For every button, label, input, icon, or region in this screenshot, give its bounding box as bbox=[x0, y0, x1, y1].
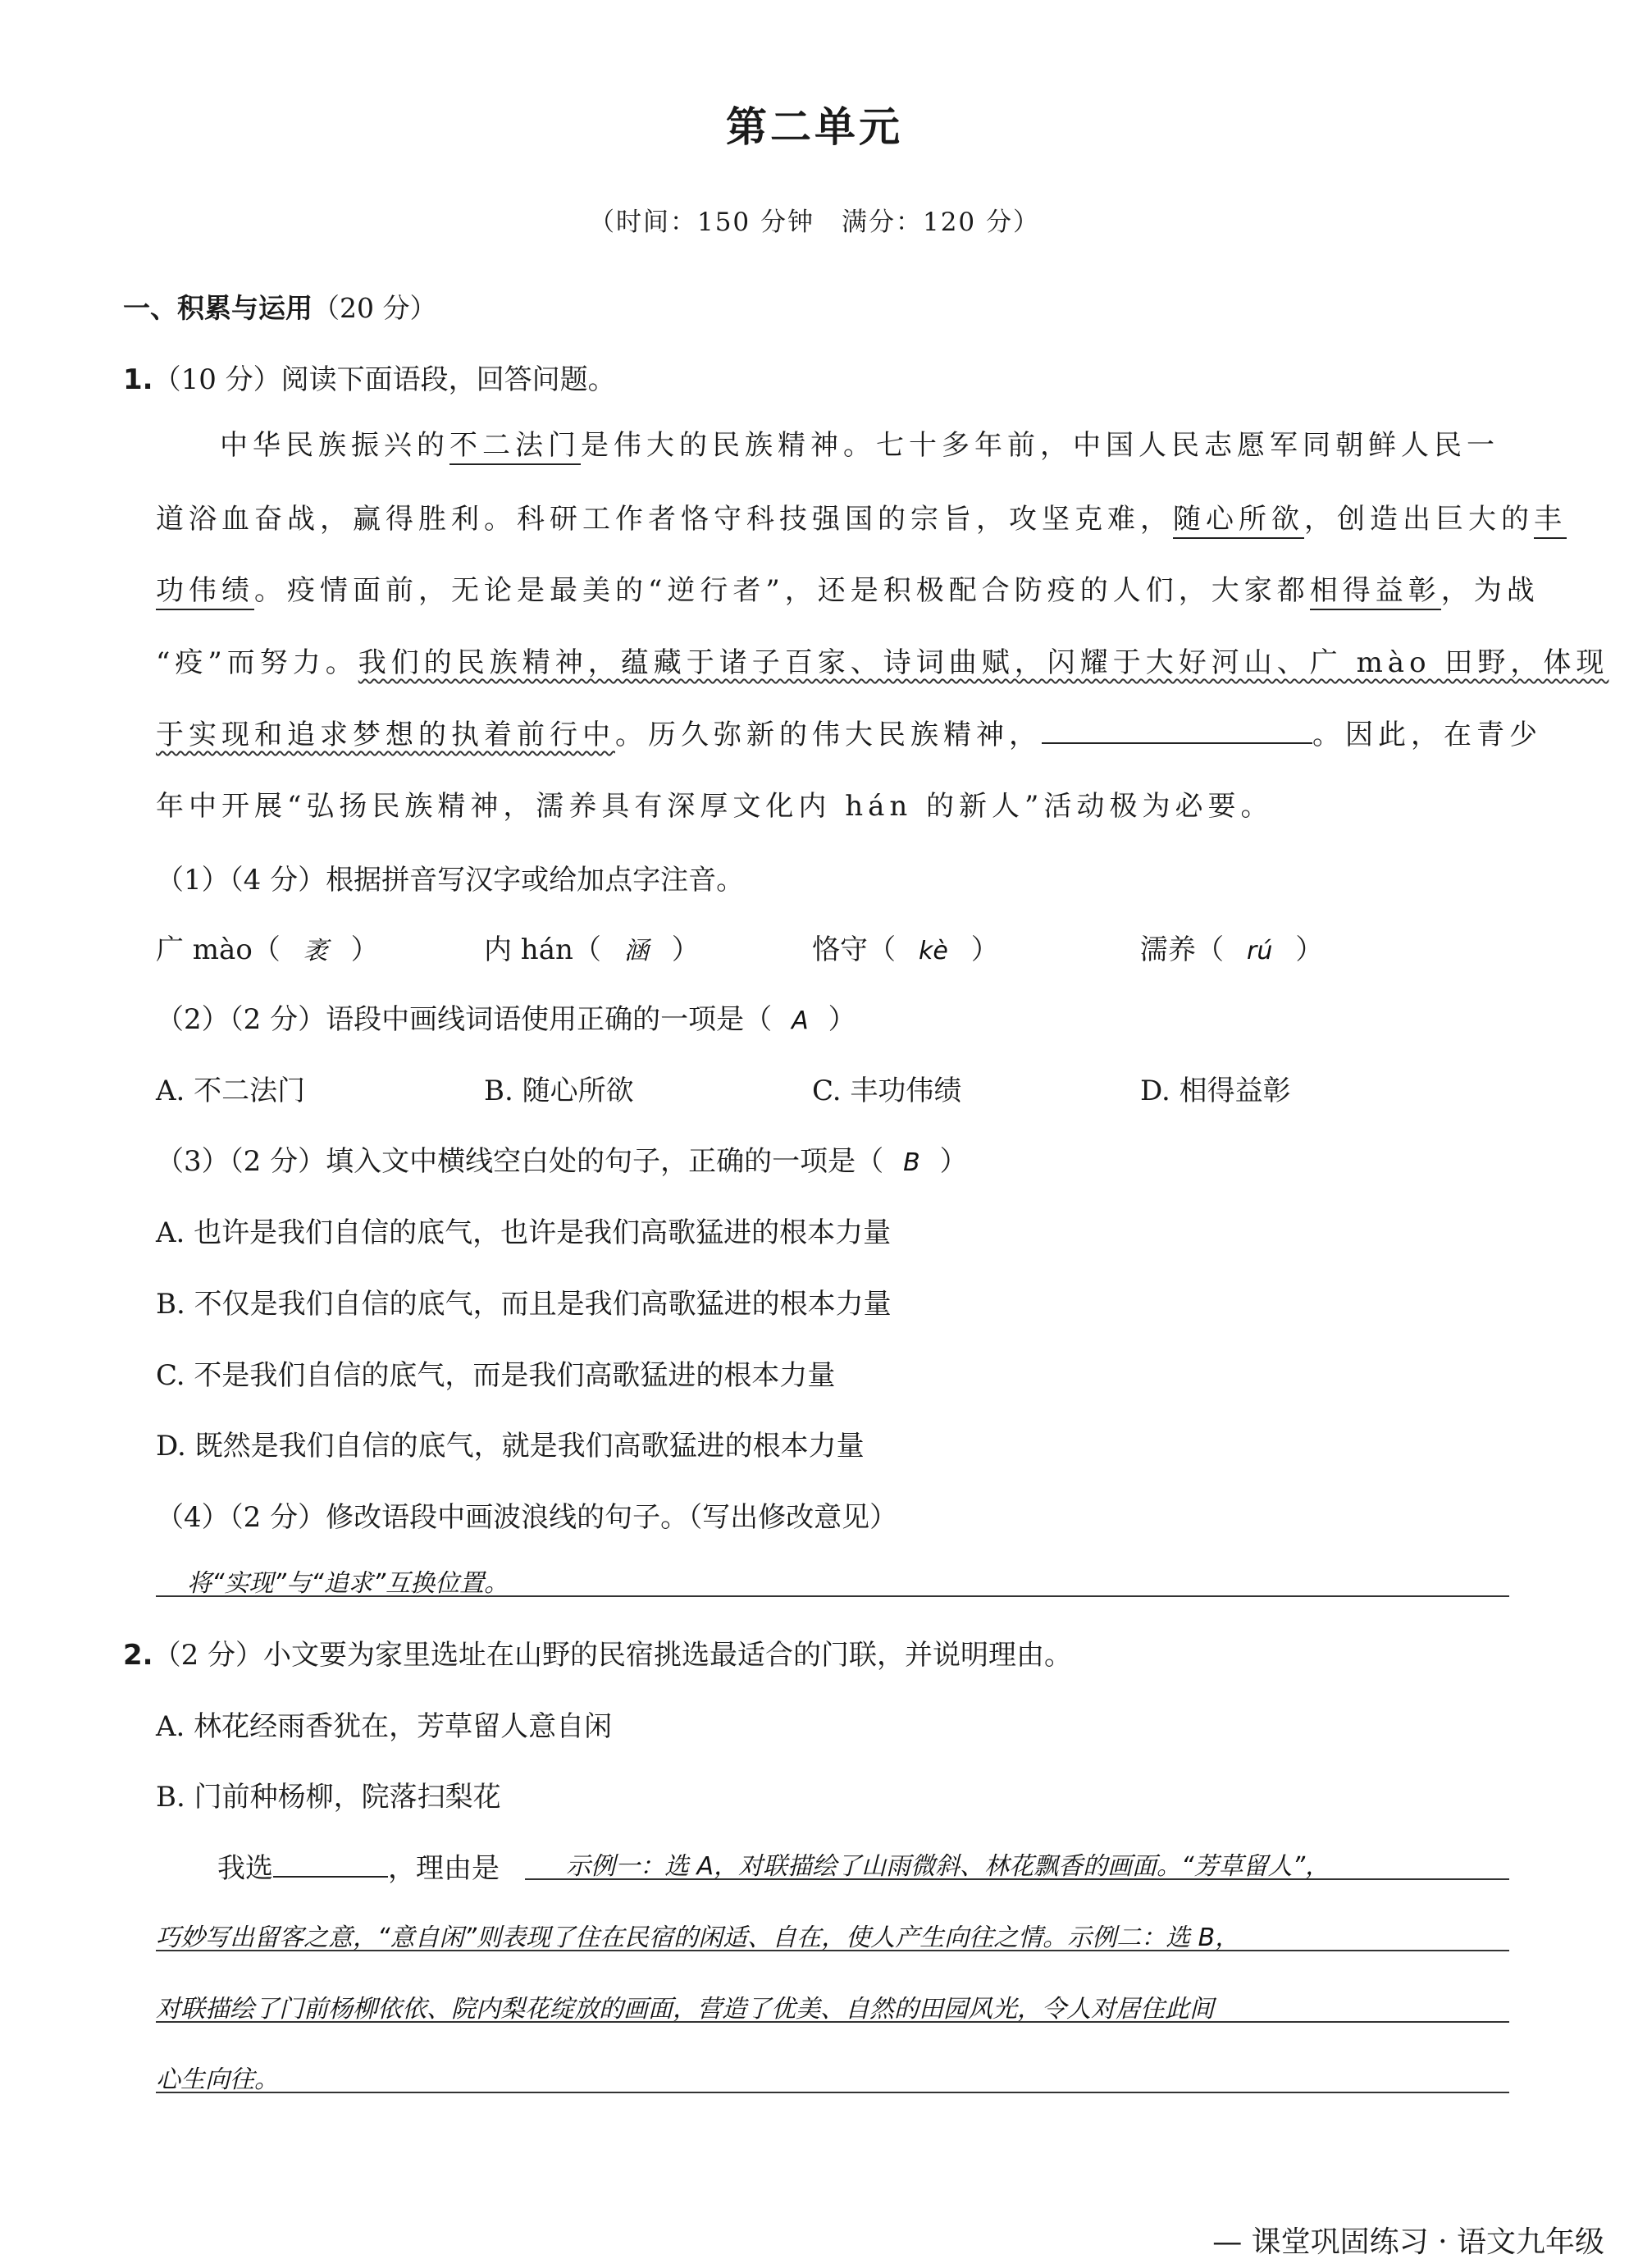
handwritten-answer: kè bbox=[919, 937, 948, 965]
passage-line-1 bbox=[220, 422, 1499, 463]
sub2-option: B. 随心所欲 bbox=[484, 1075, 634, 1107]
answer-line bbox=[156, 1950, 1509, 1951]
handwritten-answer: 涵 bbox=[623, 937, 649, 965]
passage-text: 道浴血奋战，赢得胜利。科研工作者恪守科技强国的宗旨，攻坚克难， bbox=[156, 503, 1173, 536]
underlined-term: 随心所欲 bbox=[1173, 503, 1304, 539]
sub2-option: D. 相得益彰 bbox=[1140, 1075, 1291, 1107]
q1-prompt-text: （10 分）阅读下面语段，回答问题。 bbox=[153, 363, 616, 396]
passage-text: 是伟大的民族精神。七十多年前，中国人民志愿军同朝鲜人民一 bbox=[581, 429, 1499, 462]
wavy-underlined-sentence: 于实现和追求梦想的执着前行中 bbox=[156, 719, 615, 751]
reason-label: ，理由是 bbox=[388, 1852, 500, 1885]
sub2-option: C. 丰功伟绩 bbox=[812, 1075, 962, 1107]
choose-label: 我选 bbox=[217, 1852, 273, 1885]
underlined-term: 丰 bbox=[1534, 503, 1567, 539]
page-title: 第二单元 bbox=[726, 103, 903, 151]
q2-handwritten-line-3: 对联描绘了门前杨柳依依、院内梨花绽放的画面，营造了优美、自然的田园风光，令人对居住此间 bbox=[156, 1995, 1214, 2024]
item-label: 濡养（ bbox=[1140, 933, 1224, 966]
passage-text: 中华民族振兴的 bbox=[220, 429, 449, 462]
sub2-option: A. 不二法门 bbox=[156, 1075, 306, 1107]
answer-line bbox=[525, 1878, 1509, 1880]
handwritten-answer: A bbox=[792, 1006, 809, 1035]
section-heading bbox=[123, 287, 436, 326]
item-label: ） bbox=[671, 933, 700, 966]
answer-line bbox=[156, 2092, 1509, 2093]
page-footer: — 课堂巩固练习 · 语文九年级 bbox=[1212, 2225, 1604, 2259]
bracket: ） bbox=[828, 1003, 856, 1036]
sub4-prompt: （4）（2 分）修改语段中画波浪线的句子。（写出修改意见） bbox=[156, 1501, 898, 1534]
item-label: 内 hán（ bbox=[484, 933, 601, 966]
wavy-underlined-sentence: 我们的民族精神，蕴藏于诸子百家、诗词曲赋，闪耀于大好河山、广 mào 田野，体现 bbox=[358, 646, 1609, 679]
passage-text: 。因此，在青少 bbox=[1312, 719, 1542, 751]
handwritten-answer: B bbox=[903, 1148, 920, 1177]
passage-text: ，为战 bbox=[1440, 574, 1540, 607]
section-score: （20 分） bbox=[313, 292, 437, 324]
q2-handwritten-line-1: 示例一：选 A，对联描绘了山雨微斜、林花飘香的画面。“芳草留人”， bbox=[566, 1852, 1330, 1881]
choice-blank[interactable] bbox=[273, 1851, 388, 1878]
item-label: 广 mào（ bbox=[156, 933, 281, 966]
sub3-option: A. 也许是我们自信的底气，也许是我们高歌猛进的根本力量 bbox=[156, 1216, 892, 1249]
sub3-question: （3）（2 分）填入文中横线空白处的句子，正确的一项是（ bbox=[156, 1145, 884, 1178]
sub2-prompt bbox=[156, 997, 856, 1037]
item-label: ） bbox=[1295, 933, 1324, 966]
passage-text: 。历久弥新的伟大民族精神， bbox=[615, 719, 1042, 751]
fill-blank[interactable] bbox=[1042, 718, 1312, 744]
sub1-item bbox=[1140, 927, 1323, 967]
sub3-option: C. 不是我们自信的底气，而是我们高歌猛进的根本力量 bbox=[156, 1359, 836, 1392]
passage-line-4 bbox=[156, 640, 1608, 680]
handwritten-answer: 袤 bbox=[303, 937, 328, 965]
q2-number: 2. bbox=[123, 1639, 153, 1672]
handwritten-answer: rú bbox=[1247, 937, 1273, 965]
bracket: ） bbox=[939, 1145, 968, 1178]
answer-line bbox=[156, 2021, 1509, 2023]
item-label: 恪守（ bbox=[812, 933, 896, 966]
sub3-option: D. 既然是我们自信的底气，就是我们高歌猛进的根本力量 bbox=[156, 1430, 865, 1463]
section-name: 一、积累与运用 bbox=[123, 292, 313, 324]
q2-option: B. 门前种杨柳，院落扫梨花 bbox=[156, 1781, 501, 1814]
exam-meta: （时间：150 分钟 满分：120 分） bbox=[588, 208, 1041, 237]
underlined-term: 不二法门 bbox=[449, 429, 581, 465]
item-label: ） bbox=[970, 933, 999, 966]
passage-line-6: 年中开展“弘扬民族精神，濡养具有深厚文化内 hán 的新人”活动极为必要。 bbox=[156, 790, 1274, 823]
sub1-item bbox=[812, 927, 999, 967]
sub3-prompt bbox=[156, 1139, 968, 1179]
sub1-prompt: （1）（4 分）根据拼音写汉字或给加点字注音。 bbox=[156, 864, 745, 897]
q2-handwritten-line-4: 心生向往。 bbox=[156, 2065, 279, 2094]
passage-text: ，创造出巨大的 bbox=[1304, 503, 1534, 536]
passage-text: 。疫情面前，无论是最美的“逆行者”，还是积极配合防疫的人们，大家都 bbox=[254, 574, 1310, 607]
item-label: ） bbox=[350, 933, 379, 966]
q1-number: 1. bbox=[123, 363, 153, 396]
q2-prompt-text: （2 分）小文要为家里选址在山野的民宿挑选最适合的门联，并说明理由。 bbox=[153, 1639, 1073, 1672]
passage-text: “疫”而努力。 bbox=[156, 646, 358, 679]
sub4-handwritten-answer: 将“实现”与“追求”互换位置。 bbox=[187, 1569, 509, 1598]
q2-option: A. 林花经雨香犹在，芳草留人意自闲 bbox=[156, 1710, 613, 1743]
q2-answer-lead bbox=[217, 1846, 500, 1886]
answer-line bbox=[156, 1595, 1509, 1597]
underlined-term: 相得益彰 bbox=[1310, 574, 1441, 610]
sub3-option: B. 不仅是我们自信的底气，而且是我们高歌猛进的根本力量 bbox=[156, 1288, 892, 1321]
passage-line-3 bbox=[156, 568, 1540, 608]
sub1-item bbox=[484, 927, 700, 967]
q1-prompt bbox=[123, 357, 616, 397]
passage-line-2 bbox=[156, 496, 1567, 536]
sub2-question: （2）（2 分）语段中画线词语使用正确的一项是（ bbox=[156, 1003, 773, 1036]
underlined-term: 功伟绩 bbox=[156, 574, 254, 610]
q2-prompt bbox=[123, 1632, 1072, 1672]
q2-handwritten-line-2: 巧妙写出留客之意，“意自闲”则表现了住在民宿的闲适、自在，使人产生向往之情。示例二：选 B， bbox=[156, 1923, 1240, 1952]
passage-line-5 bbox=[156, 712, 1542, 752]
sub1-item bbox=[156, 927, 379, 967]
